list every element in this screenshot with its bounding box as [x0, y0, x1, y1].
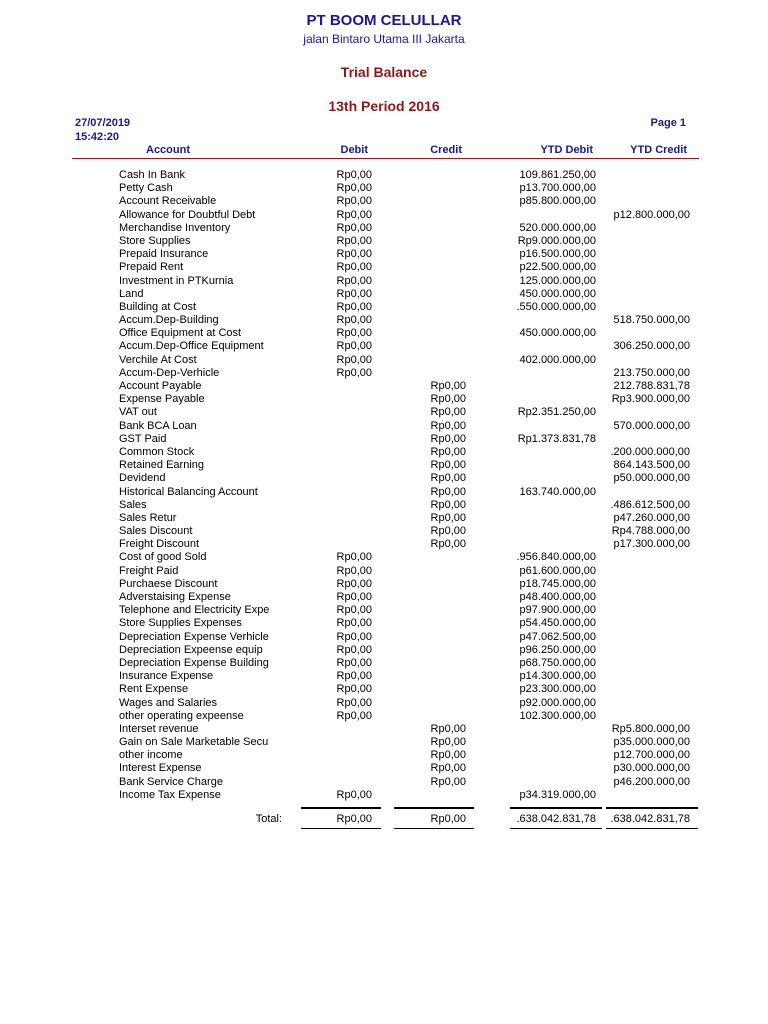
debit-value: Rp0,00 — [336, 182, 372, 195]
ytd-debit-value: .550.000.000,00 — [516, 300, 596, 313]
ytd-debit-value: 450.000.000,00 — [519, 287, 596, 300]
ytd-debit-value: 450.000.000,00 — [519, 327, 596, 340]
credit-value: Rp0,00 — [430, 511, 466, 524]
table-row — [0, 433, 768, 446]
account-name: Interest Expense — [119, 762, 202, 775]
account-name: Account Payable — [119, 380, 202, 392]
ytd-debit-value: p22.500.000,00 — [519, 261, 596, 274]
account-name: Building at Cost — [119, 300, 197, 313]
ytd-credit-value: 212.788.831,78 — [613, 380, 690, 392]
debit-value: Rp0,00 — [336, 670, 372, 683]
ytd-debit-value: p68.750.000,00 — [519, 656, 596, 669]
ytd-debit-value: p23.300.000,00 — [519, 683, 596, 696]
column-header-debit: Debit — [340, 144, 368, 156]
account-name: Income Tax Expense — [119, 788, 221, 801]
account-name: Depreciation Expense Building — [119, 656, 269, 669]
debit-value: Rp0,00 — [336, 709, 372, 722]
credit-value: Rp0,00 — [430, 380, 466, 392]
ytd-credit-value: p35.000.000,00 — [613, 736, 690, 749]
ytd-credit-value: p30.000.000,00 — [613, 762, 690, 775]
ytd-credit-value: p47.260.000,00 — [613, 511, 690, 524]
table-row — [0, 472, 768, 485]
ytd-debit-value: p61.600.000,00 — [519, 564, 596, 577]
account-name: Insurance Expense — [119, 670, 214, 683]
account-name: Common Stock — [119, 445, 195, 458]
account-rows — [0, 169, 768, 802]
account-name: Telephone and Electricity Expe — [119, 604, 270, 617]
ytd-credit-value: .486.612.500,00 — [610, 498, 690, 511]
table-row — [0, 288, 768, 301]
total-rule-ytd-debit — [510, 807, 602, 809]
account-name: Wages and Salaries — [119, 696, 218, 709]
credit-value: Rp0,00 — [430, 419, 466, 432]
ytd-debit-value: Rp2.351.250,00 — [517, 406, 596, 419]
account-name: Adverstaising Expense — [119, 591, 231, 603]
ytd-debit-value: 102.300.000,00 — [519, 709, 596, 722]
credit-value: Rp0,00 — [430, 393, 466, 406]
table-row — [0, 182, 768, 195]
ytd-credit-value: p12.800.000,00 — [613, 208, 690, 221]
total-credit: Rp0,00 — [430, 813, 466, 825]
column-header-ytd-debit: YTD Debit — [540, 144, 593, 156]
debit-value: Rp0,00 — [336, 300, 372, 313]
ytd-credit-value: 518.750.000,00 — [613, 314, 690, 327]
table-row — [0, 275, 768, 288]
table-row — [0, 420, 768, 433]
table-row — [0, 749, 768, 762]
table-row — [0, 499, 768, 512]
report-period: 13th Period 2016 — [328, 98, 440, 114]
ytd-debit-value: p97.900.000,00 — [519, 604, 596, 617]
account-name: Investment in PTKurnia — [119, 274, 234, 287]
ytd-credit-value: 213.750.000,00 — [613, 366, 690, 379]
debit-value: Rp0,00 — [336, 327, 372, 340]
total-debit: Rp0,00 — [336, 813, 372, 825]
table-row — [0, 169, 768, 182]
account-name: Merchandise Inventory — [119, 221, 231, 234]
ytd-debit-value: p14.300.000,00 — [519, 670, 596, 683]
ytd-debit-value: Rp9.000.000,00 — [517, 234, 596, 247]
account-name: Interset revenue — [119, 722, 199, 735]
ytd-debit-value: 109.861.250,00 — [519, 169, 596, 181]
ytd-debit-value: p85.800.000,00 — [519, 195, 596, 208]
account-name: Store Supplies — [119, 234, 191, 247]
table-row — [0, 697, 768, 710]
debit-value: Rp0,00 — [336, 604, 372, 617]
total-underline-debit — [301, 828, 381, 829]
total-underline-credit — [394, 828, 474, 829]
credit-value: Rp0,00 — [430, 749, 466, 762]
debit-value: Rp0,00 — [336, 551, 372, 564]
table-row — [0, 723, 768, 736]
account-name: GST Paid — [119, 432, 167, 445]
debit-value: Rp0,00 — [336, 591, 372, 603]
table-row — [0, 578, 768, 591]
table-row — [0, 327, 768, 340]
credit-value: Rp0,00 — [430, 538, 466, 551]
page-number: Page 1 — [650, 117, 686, 129]
credit-value: Rp0,00 — [430, 472, 466, 485]
table-row — [0, 406, 768, 419]
total-ytd-credit: .638.042.831,78 — [610, 813, 690, 825]
debit-value: Rp0,00 — [336, 788, 372, 801]
account-name: Petty Cash — [119, 182, 173, 195]
credit-value: Rp0,00 — [430, 498, 466, 511]
account-name: other operating expeense — [119, 709, 244, 722]
account-name: Freight Discount — [119, 538, 200, 551]
account-name: Gain on Sale Marketable Secu — [119, 736, 269, 749]
ytd-credit-value: 306.250.000,00 — [613, 340, 690, 353]
ytd-debit-value: p13.700.000,00 — [519, 182, 596, 195]
table-row — [0, 565, 768, 578]
table-row — [0, 776, 768, 789]
account-name: Depreciation Expeense equip — [119, 643, 263, 656]
account-name: Verchile At Cost — [119, 353, 197, 366]
debit-value: Rp0,00 — [336, 314, 372, 327]
ytd-debit-value: 520.000.000,00 — [519, 221, 596, 234]
ytd-debit-value: 402.000.000,00 — [519, 353, 596, 366]
debit-value: Rp0,00 — [336, 340, 372, 353]
table-row — [0, 789, 768, 802]
account-name: Allowance for Doubtful Debt — [119, 208, 256, 221]
debit-value: Rp0,00 — [336, 208, 372, 221]
account-name: Accum.Dep-Building — [119, 314, 219, 327]
ytd-debit-value: p96.250.000,00 — [519, 643, 596, 656]
account-name: Devidend — [119, 472, 166, 485]
ytd-debit-value: p18.745.000,00 — [519, 577, 596, 590]
table-row — [0, 380, 768, 393]
account-name: Accum.Dep-Office Equipment — [119, 340, 264, 353]
table-row — [0, 604, 768, 617]
ytd-credit-value: 864.143.500,00 — [613, 459, 690, 472]
credit-value: Rp0,00 — [430, 525, 466, 538]
credit-value: Rp0,00 — [430, 736, 466, 749]
report-title: Trial Balance — [340, 64, 428, 80]
account-name: Sales Retur — [119, 511, 177, 524]
table-row — [0, 683, 768, 696]
ytd-debit-value: .956.840.000,00 — [516, 551, 596, 564]
table-row — [0, 631, 768, 644]
account-name: Bank Service Charge — [119, 775, 223, 788]
table-row — [0, 512, 768, 525]
total-rule-debit — [301, 807, 381, 809]
debit-value: Rp0,00 — [336, 564, 372, 577]
ytd-credit-value: p17.300.000,00 — [613, 538, 690, 551]
table-row — [0, 261, 768, 274]
debit-value: Rp0,00 — [336, 643, 372, 656]
column-header-credit: Credit — [430, 144, 462, 156]
table-row — [0, 195, 768, 208]
debit-value: Rp0,00 — [336, 577, 372, 590]
account-name: Store Supplies Expenses — [119, 617, 242, 630]
account-name: Expense Payable — [119, 393, 205, 406]
print-date: 27/07/2019 — [75, 117, 131, 129]
ytd-credit-value: Rp4.788.000,00 — [611, 525, 690, 538]
account-name: Bank BCA Loan — [119, 419, 197, 432]
credit-value: Rp0,00 — [430, 432, 466, 445]
table-row — [0, 736, 768, 749]
total-label: Total: — [255, 813, 282, 825]
credit-value: Rp0,00 — [430, 459, 466, 472]
account-name: Cost of good Sold — [119, 551, 207, 564]
debit-value: Rp0,00 — [336, 630, 372, 643]
account-name: VAT out — [119, 406, 157, 419]
table-row — [0, 486, 768, 499]
debit-value: Rp0,00 — [336, 366, 372, 379]
column-header-account: Account — [146, 144, 190, 156]
debit-value: Rp0,00 — [336, 353, 372, 366]
ytd-credit-value: .200.000.000,00 — [610, 445, 690, 458]
total-underline-ytd-credit — [606, 828, 698, 829]
ytd-credit-value: p12.700.000,00 — [613, 749, 690, 762]
debit-value: Rp0,00 — [336, 617, 372, 630]
account-name: Depreciation Expense Verhicle — [119, 630, 269, 643]
ytd-credit-value: p50.000.000,00 — [613, 472, 690, 485]
debit-value: Rp0,00 — [336, 274, 372, 287]
table-row — [0, 340, 768, 353]
table-row — [0, 301, 768, 314]
ytd-debit-value: 125.000.000,00 — [519, 274, 596, 287]
table-row — [0, 248, 768, 261]
account-name: Cash In Bank — [119, 169, 186, 181]
table-row — [0, 657, 768, 670]
account-name: Freight Paid — [119, 564, 179, 577]
debit-value: Rp0,00 — [336, 656, 372, 669]
table-row — [0, 591, 768, 604]
table-row — [0, 314, 768, 327]
account-name: Purchaese Discount — [119, 577, 218, 590]
account-name: other income — [119, 749, 183, 762]
debit-value: Rp0,00 — [336, 683, 372, 696]
table-row — [0, 459, 768, 472]
debit-value: Rp0,00 — [336, 234, 372, 247]
table-row — [0, 710, 768, 723]
table-row — [0, 670, 768, 683]
account-name: Accum-Dep-Verhicle — [119, 366, 220, 379]
ytd-debit-value: Rp1.373.831,78 — [517, 432, 596, 445]
debit-value: Rp0,00 — [336, 248, 372, 261]
account-name: Account Receivable — [119, 195, 217, 208]
total-rule-credit — [394, 807, 474, 809]
debit-value: Rp0,00 — [336, 169, 372, 181]
credit-value: Rp0,00 — [430, 406, 466, 419]
ytd-credit-value: 570.000.000,00 — [613, 419, 690, 432]
total-ytd-debit: .638.042.831,78 — [516, 813, 596, 825]
table-row — [0, 525, 768, 538]
table-row — [0, 446, 768, 459]
ytd-debit-value: p92.000.000,00 — [519, 696, 596, 709]
ytd-debit-value: p34.319.000,00 — [519, 788, 596, 801]
table-row — [0, 644, 768, 657]
debit-value: Rp0,00 — [336, 287, 372, 300]
ytd-credit-value: p46.200.000,00 — [613, 775, 690, 788]
credit-value: Rp0,00 — [430, 485, 466, 498]
table-row — [0, 393, 768, 406]
ytd-credit-value: Rp3.900.000,00 — [611, 393, 690, 406]
account-name: Prepaid Rent — [119, 261, 184, 274]
table-row — [0, 354, 768, 367]
column-header-ytd-credit: YTD Credit — [630, 144, 687, 156]
table-row — [0, 551, 768, 564]
ytd-credit-value: Rp5.800.000,00 — [611, 722, 690, 735]
credit-value: Rp0,00 — [430, 762, 466, 775]
debit-value: Rp0,00 — [336, 195, 372, 208]
credit-value: Rp0,00 — [430, 722, 466, 735]
table-row — [0, 367, 768, 380]
ytd-debit-value: p48.400.000,00 — [519, 591, 596, 603]
total-underline-ytd-debit — [510, 828, 602, 829]
ytd-debit-value: p47.062.500,00 — [519, 630, 596, 643]
table-row — [0, 762, 768, 775]
table-row — [0, 209, 768, 222]
debit-value: Rp0,00 — [336, 221, 372, 234]
company-address: jalan Bintaro Utama III Jakarta — [303, 32, 465, 46]
company-name: PT BOOM CELULLAR — [306, 12, 462, 29]
credit-value: Rp0,00 — [430, 445, 466, 458]
header-divider — [72, 158, 699, 159]
print-time: 15:42:20 — [75, 131, 120, 143]
account-name: Sales Discount — [119, 525, 193, 538]
table-row — [0, 617, 768, 630]
account-name: Prepaid Insurance — [119, 248, 209, 261]
debit-value: Rp0,00 — [336, 696, 372, 709]
total-rule-ytd-credit — [606, 807, 698, 809]
ytd-debit-value: p54.450.000,00 — [519, 617, 596, 630]
table-row — [0, 538, 768, 551]
ytd-debit-value: p16.500.000,00 — [519, 248, 596, 261]
credit-value: Rp0,00 — [430, 775, 466, 788]
table-row — [0, 235, 768, 248]
debit-value: Rp0,00 — [336, 261, 372, 274]
account-name: Retained Earning — [119, 459, 205, 472]
table-row — [0, 222, 768, 235]
ytd-debit-value: 163.740.000,00 — [519, 485, 596, 498]
account-name: Rent Expense — [119, 683, 189, 696]
account-name: Land — [119, 287, 144, 300]
account-name: Office Equipment at Cost — [119, 327, 242, 340]
account-name: Sales — [119, 498, 147, 511]
account-name: Historical Balancing Account — [119, 485, 258, 498]
